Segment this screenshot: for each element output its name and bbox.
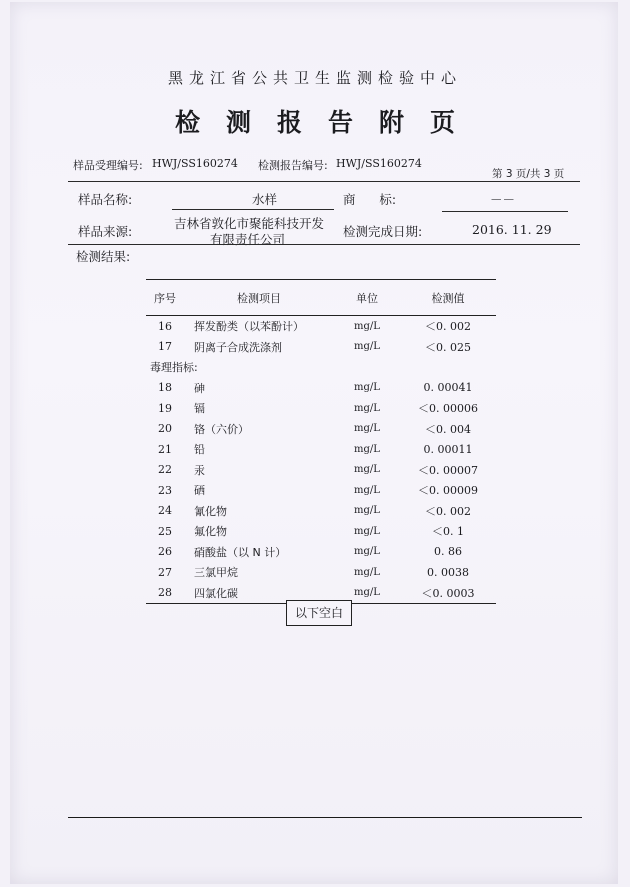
row-value: ＜0. 004 xyxy=(425,422,471,436)
row-value: ＜0. 002 xyxy=(425,504,471,518)
table-row xyxy=(146,501,496,522)
row-value: 0. 86 xyxy=(434,545,462,559)
row-no: 22 xyxy=(158,463,172,477)
row-item: 三氯甲烷 xyxy=(194,566,238,580)
row-no: 19 xyxy=(158,401,172,415)
table-row xyxy=(146,439,496,460)
row-item: 氟化物 xyxy=(194,525,227,539)
row-no: 16 xyxy=(158,319,172,333)
row-item: 硒 xyxy=(194,484,205,498)
row-no: 23 xyxy=(158,483,172,497)
page-title: 检测报告附页 xyxy=(174,108,481,137)
table-row xyxy=(146,316,496,337)
organization-name: 黑龙江省公共卫生监测检验中心 xyxy=(167,69,462,87)
table-row xyxy=(146,460,496,481)
row-item: 铬（六价） xyxy=(194,422,249,436)
row-item: 汞 xyxy=(194,463,205,477)
row-unit: mg/L xyxy=(354,484,380,496)
table-row xyxy=(146,480,496,501)
table-row xyxy=(146,398,496,419)
results-table xyxy=(146,279,496,604)
row-no: 20 xyxy=(158,422,172,436)
row-no: 26 xyxy=(158,545,172,559)
row-value: 0. 0038 xyxy=(427,565,469,579)
row-no: 18 xyxy=(158,381,172,395)
table-header-row xyxy=(146,280,496,316)
sample-name: 水样 xyxy=(252,192,278,207)
completion-date-label: 检测完成日期: xyxy=(343,224,423,239)
row-item: 四氯化碳 xyxy=(184,583,334,604)
row-item: 铅 xyxy=(194,443,205,457)
row-value: ＜0. 00009 xyxy=(418,484,478,498)
row-item: 砷 xyxy=(194,381,205,395)
row-item: 氰化物 xyxy=(194,504,227,518)
row-item: 镉 xyxy=(194,402,205,416)
row-unit: mg/L xyxy=(354,505,380,517)
toxicology-section-label: 毒理指标: xyxy=(150,361,198,375)
brand-label: 商 标: xyxy=(343,192,397,207)
row-unit: mg/L xyxy=(354,525,380,537)
table-row xyxy=(146,378,496,399)
row-value: 0. 00011 xyxy=(423,442,473,456)
row-value: ＜0. 00007 xyxy=(418,463,478,477)
row-value: ＜0. 1 xyxy=(432,525,464,539)
table-row xyxy=(146,542,496,563)
row-no: 25 xyxy=(158,524,172,538)
sample-name-underline xyxy=(172,209,334,210)
report-number: HWJ/SS160274 xyxy=(336,157,422,170)
page-number: 第 3 页/共 3 页 xyxy=(492,168,565,180)
sample-source-label: 样品来源: xyxy=(78,224,133,239)
table-row xyxy=(146,337,496,358)
table-row xyxy=(146,562,496,583)
row-item: 硝酸盐（以 N 计） xyxy=(194,545,287,559)
row-unit: mg/L xyxy=(354,402,380,414)
report-number-label: 检测报告编号: xyxy=(258,159,328,172)
row-unit: mg/L xyxy=(354,464,380,476)
section-row xyxy=(146,357,496,378)
receipt-number: HWJ/SS160274 xyxy=(152,157,238,170)
row-unit: mg/L xyxy=(334,583,400,604)
sample-source-line1: 吉林省敦化市聚能科技开发 xyxy=(174,216,325,231)
row-item: 挥发酚类（以苯酚计） xyxy=(194,320,304,334)
row-no: 24 xyxy=(158,504,172,518)
column-header-item: 检测项目 xyxy=(184,280,334,316)
column-header-value: 检测值 xyxy=(400,280,496,316)
brand-value: －－ xyxy=(490,192,516,207)
row-no: 27 xyxy=(158,565,172,579)
table-row xyxy=(146,419,496,440)
brand-underline xyxy=(442,211,568,212)
header-rule xyxy=(68,181,580,182)
sample-source-line2: 有限责任公司 xyxy=(210,232,286,247)
row-unit: mg/L xyxy=(354,443,380,455)
row-value: ＜0. 0003 xyxy=(400,583,496,604)
info-rule xyxy=(68,244,580,245)
row-item: 阴离子合成洗涤剂 xyxy=(194,340,282,354)
completion-date: 2016. 11. 29 xyxy=(472,222,552,237)
row-unit: mg/L xyxy=(354,382,380,394)
row-no: 17 xyxy=(158,340,172,354)
sample-name-label: 样品名称: xyxy=(78,192,133,207)
row-value: ＜0. 002 xyxy=(425,320,471,334)
receipt-number-label: 样品受理编号: xyxy=(73,159,143,172)
row-unit: mg/L xyxy=(354,566,380,578)
row-unit: mg/L xyxy=(354,320,380,332)
row-unit: mg/L xyxy=(354,423,380,435)
end-of-content-mark: 以下空白 xyxy=(286,600,352,626)
results-label: 检测结果: xyxy=(76,249,131,264)
row-unit: mg/L xyxy=(354,546,380,558)
row-unit: mg/L xyxy=(354,341,380,353)
table-row xyxy=(146,521,496,542)
column-header-unit: 单位 xyxy=(334,280,400,316)
row-value: 0. 00041 xyxy=(423,381,473,395)
footer-rule xyxy=(68,817,582,818)
row-value: ＜0. 025 xyxy=(425,340,471,354)
row-value: ＜0. 00006 xyxy=(418,402,478,416)
row-no: 28 xyxy=(146,583,184,604)
column-header-no: 序号 xyxy=(146,280,184,316)
row-no: 21 xyxy=(158,442,172,456)
